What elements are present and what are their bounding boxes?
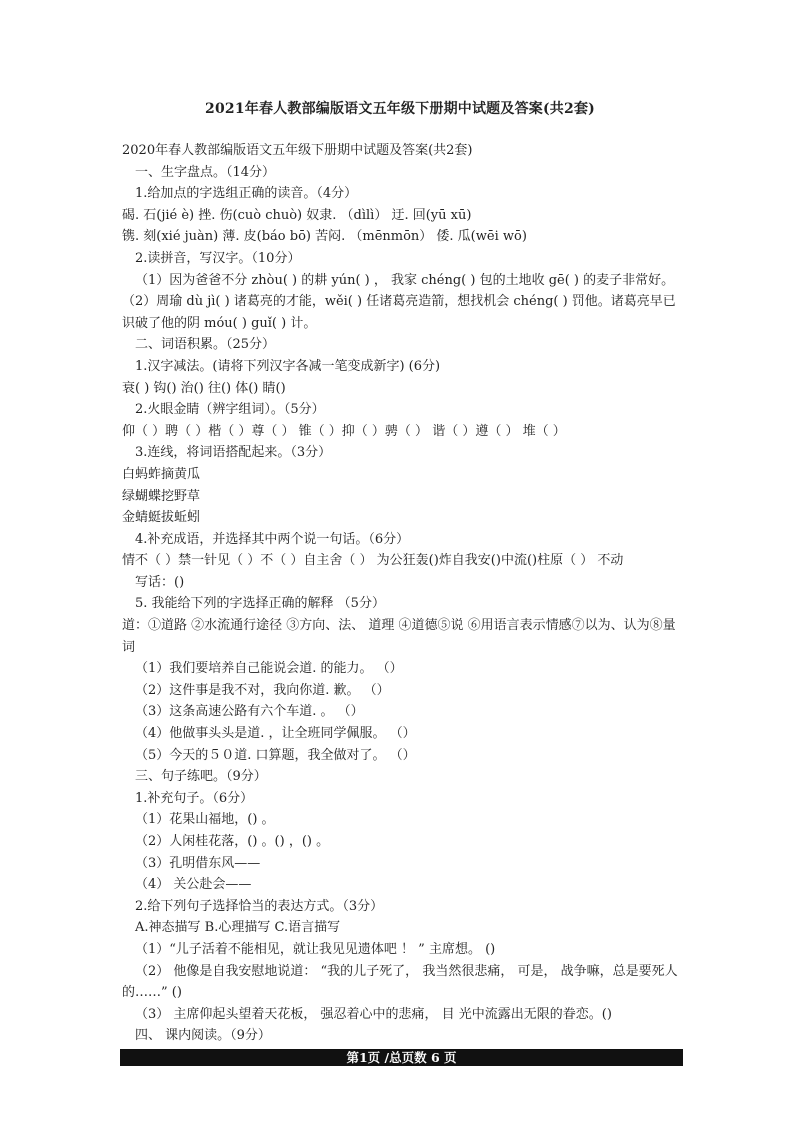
question-line: （5）今天的５０道. 口算题，我全做对了。 （） — [135, 747, 416, 763]
question-line: 情不（ ）禁一针见（ ）不（ ）自主舍（ ） 为公狂轰()炸自我安()中流()柱原（ ） 不动 — [122, 553, 624, 569]
question-line: （2） 他像是自我安慰地说道： “我的儿子死了， 我当然很悲痛， 可是， 战争嘛，总是要死人的……” () — [122, 963, 678, 1001]
question-line: （1）我们要培养自己能说会道. 的能力。 （） — [135, 661, 403, 677]
question-line: 写话：() — [135, 574, 185, 590]
question-line: （2）人闲桂花落，() 。() ，() 。 — [135, 834, 330, 849]
question-line: A.神态描写 B.心理描写 C.语言描写 — [135, 920, 341, 936]
question-line: （3）孔明借东风—— — [135, 855, 261, 871]
subtitle: 2020年春人教部编版语文五年级下册期中试题及答案(共2套) — [122, 143, 473, 158]
page-footer: 第1页 /总页数 6 页 — [120, 1049, 683, 1066]
question-line: （3） 主席仰起头望着天花板， 强忍着心中的悲痛， 目 光中流露出无限的眷恋。() — [135, 1006, 612, 1022]
question-line: 仰（ ）聘（ ）楷（ ）尊（ ） 锥（ ）抑（ ）骋（ ） 谐（ ）遵（ ） 堆（ ） — [122, 423, 566, 439]
section-heading: 二、词语积累。（25分） — [135, 337, 276, 353]
question: 4.补充成语，并选择其中两个说一句话。（6分） — [135, 531, 410, 547]
document-title: 2021年春人教部编版语文五年级下册期中试题及答案(共2套) — [205, 101, 595, 117]
section-heading: 三、句子练吧。（9分） — [135, 769, 267, 785]
question-line: （4）他做事头头是道. ，让全班同学佩服。 （） — [135, 726, 416, 742]
match-item: 金蜻蜓拔蚯蚓 — [122, 510, 201, 526]
section-heading: 四、 课内阅读。（9分） — [135, 1028, 271, 1044]
question: 1.汉字减法。(请将下列汉字各减一笔变成新字) (6分) — [135, 358, 441, 374]
section-heading: 一、生字盘点。（14分） — [135, 164, 276, 180]
question-line: （1）花果山福地，() 。 — [135, 812, 275, 828]
question-line: （2）周瑜 dù jì( ) 诸葛亮的才能，wěi( ) 任诸葛亮造箭，想找机会 chéng( ) 罚他。诸葛亮早已识破了他的阴 móu( ) guǐ( ) 计。 — [122, 294, 676, 331]
question-line: （3）这条高速公路有六个车道. 。 （） — [135, 704, 364, 720]
match-item: 绿蝴蝶挖野草 — [122, 488, 201, 504]
question-line: （1）因为爸爸不分 zhòu( ) 的耕 yún( ) ， 我家 chéng( ) 包的土地收 gē( ) 的麦子非常好。 — [135, 272, 675, 288]
question-line: 衰( ) 钩() 治() 往() 体() 睛() — [122, 380, 286, 396]
question-line: 碣. 石(jié è) 挫. 伤(cuò chuò) 奴隶. （dìlì） 迂. 回(yū xū) — [122, 207, 472, 223]
question: 3.连线，将词语搭配起来。（3分） — [135, 445, 332, 461]
question: 5. 我能给下列的字选择正确的解释 （5分） — [135, 596, 385, 612]
question-line: 镌. 刻(xié juàn) 薄. 皮(báo bō) 苦闷. （mēnmōn） 倭. 瓜(wēi wō) — [122, 229, 527, 245]
question: 2.给下列句子选择恰当的表达方式。（3分） — [135, 898, 384, 914]
exam-content — [122, 140, 682, 1047]
question-line: （1）“儿子活着不能相见，就让我见见遗体吧 ！ ” 主席想。 () — [135, 941, 496, 957]
question: 1.补充句子。（6分） — [135, 790, 254, 806]
question: 2.读拼音，写汉字。（10分） — [135, 250, 301, 266]
question-line: （2）这件事是我不对，我向你道. 歉。 （） — [135, 682, 390, 698]
question-line: （4） 关公赴会—— — [135, 877, 252, 893]
question: 1.给加点的字选组正确的读音。（4分） — [135, 186, 358, 202]
question-line: 道：①道路 ②水流通行途径 ③方向、法、 道理 ④道德⑤说 ⑥用语言表示情感⑦以为、认为⑧量词 — [122, 618, 676, 655]
match-item: 白蚂蚱摘黄瓜 — [122, 466, 201, 482]
question: 2.火眼金睛（辨字组词）。（5分） — [135, 402, 325, 418]
